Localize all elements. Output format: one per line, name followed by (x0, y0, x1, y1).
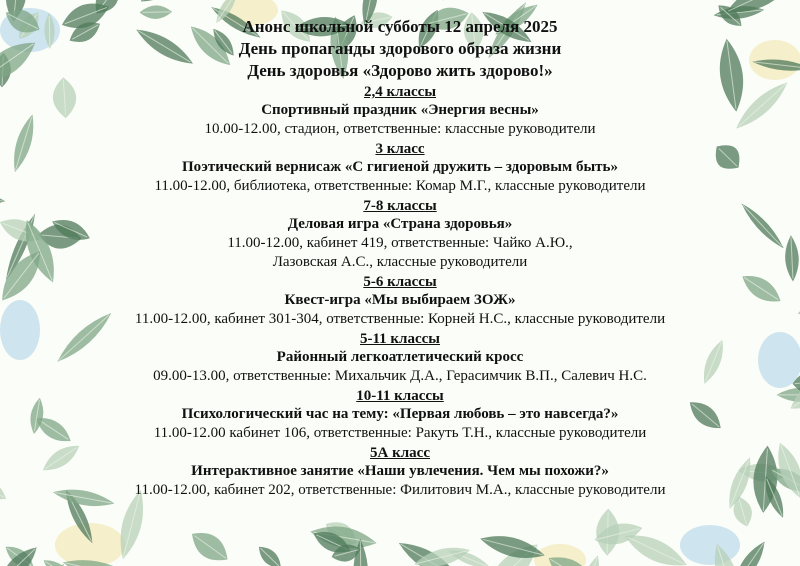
event-section (60, 387, 740, 443)
leaf-decoration (737, 268, 785, 309)
section-detail: 11.00-12.00, кабинет 419, ответственные: Чайко А.Ю., (227, 235, 573, 251)
section-classes: 7-8 классы (363, 198, 437, 214)
leaf-decoration (0, 190, 6, 207)
section-detail: 11.00-12.00 кабинет 106, ответственные: Ракуть Т.Н., классные руководители (153, 425, 647, 441)
egg-decoration (680, 525, 740, 565)
section-detail: 09.00-13.00, ответственные: Михальчик Д.А., Герасимчик В.П., Салевич Н.С. (153, 368, 647, 384)
section-detail: 11.00-12.00, библиотека, ответственные: Комар М.Г., классные руководители (154, 178, 646, 194)
event-section (60, 330, 740, 386)
section-detail: 10.00-12.00, стадион, ответственные: классные руководители (204, 121, 596, 137)
event-section (60, 83, 740, 139)
egg-decoration (0, 300, 40, 360)
leaf-decoration (0, 542, 42, 566)
section-classes: 3 класс (375, 141, 425, 157)
event-section (60, 273, 740, 329)
leaf-decoration (784, 235, 800, 282)
section-title: Поэтический вернисаж «С гигиеной дружить – здоровым быть» (182, 159, 618, 175)
section-title: Интерактивное занятие «Наши увлечения. Чем мы похожи?» (191, 463, 609, 479)
event-section (60, 197, 740, 272)
leaf-decoration (0, 464, 11, 508)
section-detail: Лазовская А.С., классные руководители (272, 254, 528, 270)
section-title: Спортивный праздник «Энергия весны» (261, 102, 539, 118)
section-detail: 11.00-12.00, кабинет 202, ответственные: Филитович М.А., классные руководители (134, 482, 666, 498)
event-section (60, 140, 740, 196)
announcement-title: Анонс школьной субботы 12 апреля 2025 (242, 17, 558, 36)
section-title: Психологический час на тему: «Первая любовь – это навсегда?» (181, 406, 619, 422)
leaf-decoration (254, 542, 285, 566)
leaf-decoration (795, 278, 800, 320)
section-classes: 2,4 классы (363, 84, 437, 100)
event-name: День здоровья «Здорово жить здорово!» (247, 61, 553, 80)
section-classes: 5-6 классы (363, 274, 437, 290)
day-theme: День пропаганды здорового образа жизни (238, 39, 562, 58)
section-classes: 10-11 классы (356, 388, 444, 404)
announcement-poster (60, 16, 740, 500)
leaf-decoration (8, 112, 39, 174)
section-title: Деловая игра «Страна здоровья» (287, 216, 513, 232)
section-classes: 5-11 классы (359, 331, 440, 347)
event-section (60, 444, 740, 500)
section-classes: 5А класс (370, 445, 430, 461)
egg-decoration (758, 332, 800, 388)
leaf-decoration (415, 0, 450, 3)
section-title: Районный легкоатлетический кросс (276, 349, 524, 365)
section-detail: 11.00-12.00, кабинет 301-304, ответственные: Корней Н.С., классные руководители (134, 311, 666, 327)
leaf-decoration (738, 200, 788, 252)
section-title: Квест-игра «Мы выбираем ЗОЖ» (284, 292, 516, 308)
leaf-decoration (185, 525, 234, 566)
